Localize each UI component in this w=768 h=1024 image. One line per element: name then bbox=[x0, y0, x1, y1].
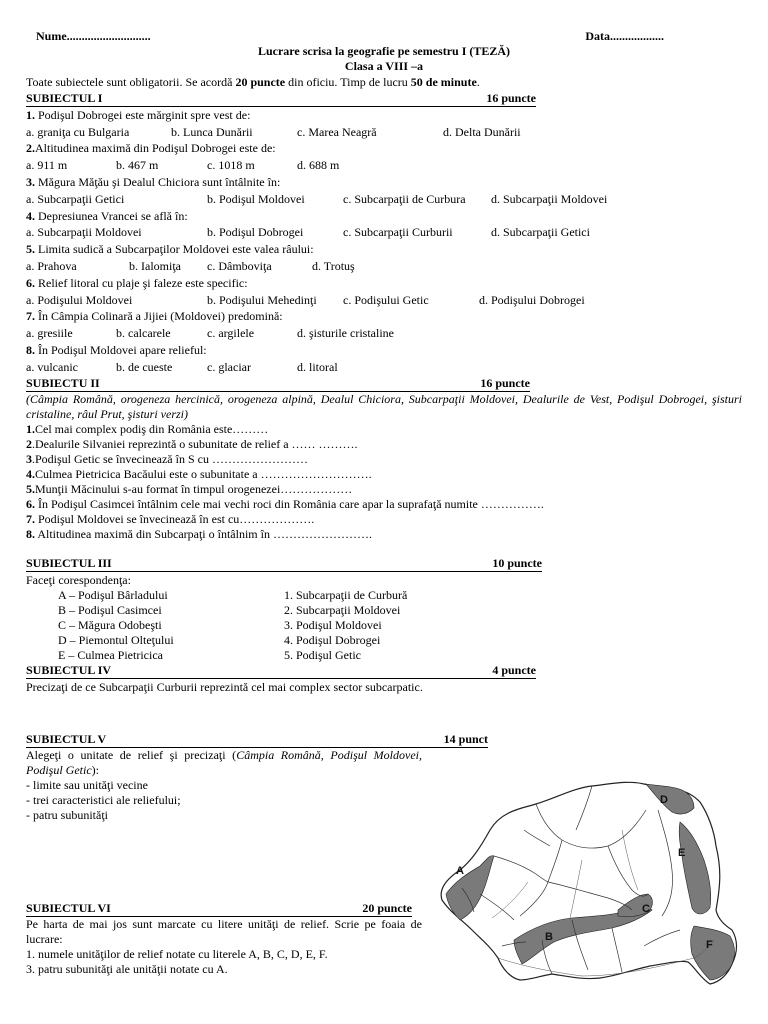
section-2-items bbox=[26, 422, 742, 542]
answer-option[interactable]: b. Lunca Dunării bbox=[171, 124, 253, 139]
map-label-c: C bbox=[642, 903, 650, 915]
answer-option[interactable]: d. Delta Dunării bbox=[443, 124, 521, 139]
answer-option[interactable]: b. 467 m bbox=[116, 158, 159, 173]
test-title: Lucrare scrisa la geografie pe semestru I (TEZĂ) bbox=[257, 44, 511, 58]
answer-option[interactable]: d. Subcarpaţii Getici bbox=[491, 225, 590, 240]
question-5: 5. Limita sudică a Subcarpaţilor Moldovei este valea râului: bbox=[26, 242, 314, 257]
section-4-question: Precizaţi de ce Subcarpaţii Curburii reprezintă cel mai complex sector subcarpatic. bbox=[26, 680, 423, 695]
question-6-options bbox=[26, 292, 742, 309]
answer-option[interactable]: b. de cueste bbox=[116, 359, 173, 374]
answer-option[interactable]: a. Podişului Moldovei bbox=[26, 292, 133, 307]
matching-right-column bbox=[284, 588, 584, 663]
answer-option[interactable]: d. şisturile cristaline bbox=[297, 326, 394, 341]
answer-option[interactable]: c. glaciar bbox=[207, 359, 251, 374]
task-item: 1. numele unităţilor de relief notate cu literele A, B, C, D, E, F. bbox=[26, 947, 328, 962]
match-right-item: 5. Podişul Getic bbox=[284, 648, 361, 663]
section-1-heading: SUBIECTUL I 16 puncte bbox=[26, 90, 536, 105]
answer-option[interactable]: a. 911 m bbox=[26, 158, 68, 173]
match-left-item: E – Culmea Pietricica bbox=[58, 648, 163, 663]
match-left-item: D – Piemontul Olteţului bbox=[58, 633, 174, 648]
answer-option[interactable]: c. Marea Neagră bbox=[297, 124, 377, 139]
question-2: 2.Altitudinea maximă din Podişul Dobrogei este de: bbox=[26, 141, 276, 156]
fill-in-item-5: 5.Munţii Măcinului s-au format în timpul orogenezei……………… bbox=[26, 481, 353, 496]
match-right-item: 3. Podişul Moldovei bbox=[284, 618, 382, 633]
answer-option[interactable]: c. 1018 m bbox=[207, 158, 255, 173]
question-5-options bbox=[26, 258, 742, 275]
match-left-item: A – Podişul Bârladului bbox=[58, 588, 168, 603]
romania-relief-map bbox=[432, 770, 750, 992]
requirement-item: - trei caracteristici ale reliefului; bbox=[26, 793, 181, 808]
question-1-options bbox=[26, 124, 742, 141]
answer-option[interactable]: d. Trotuş bbox=[312, 258, 355, 273]
section-1-questions bbox=[26, 107, 742, 376]
matching-table bbox=[26, 588, 742, 663]
answer-option[interactable]: d. 688 m bbox=[297, 158, 340, 173]
answer-option[interactable]: c. Dâmboviţa bbox=[207, 258, 272, 273]
answer-option[interactable]: d. litoral bbox=[297, 359, 338, 374]
matching-left-column bbox=[26, 588, 284, 663]
fill-in-item-6: 6. În Podişul Casimcei întâlnim cele mai vechi roci din România care apar la suprafaţă numite ……………. bbox=[26, 496, 544, 511]
answer-option[interactable]: b. Podişului Mehedinţi bbox=[207, 292, 317, 307]
map-label-f: F bbox=[706, 939, 713, 951]
fill-in-item-1: 1.Cel mai complex podiş din România este……… bbox=[26, 421, 269, 436]
question-3-options bbox=[26, 191, 742, 208]
answer-option[interactable]: c. Podişului Getic bbox=[343, 292, 429, 307]
date-field[interactable]: Data.................. bbox=[585, 29, 664, 43]
answer-option[interactable]: b. Ialomiţa bbox=[129, 258, 181, 273]
question-6: 6. Relief litoral cu plaje şi faleze este specific: bbox=[26, 275, 248, 290]
section-2-word-bank: (Câmpia Română, orogeneza hercinică, orogeneza alpină, Dealul Chiciora, Subcarpaţii Moldovei, Dealurile de Vest, Podişul Dobrogei, şisturi cristaline, râul Prut, şisturi verzi) bbox=[26, 391, 742, 421]
answer-option[interactable]: c. Subcarpaţii de Curbura bbox=[343, 191, 466, 206]
answer-option[interactable]: a. vulcanic bbox=[26, 359, 78, 374]
match-left-item: C – Măgura Odobeşti bbox=[58, 618, 162, 633]
fill-in-item-7: 7. Podişul Moldovei se învecinează în est cu………………. bbox=[26, 511, 315, 526]
answer-option[interactable]: d. Subcarpaţii Moldovei bbox=[491, 191, 608, 206]
question-1: 1. Podişul Dobrogei este mărginit spre vest de: bbox=[26, 107, 251, 122]
match-right-item: 1. Subcarpaţii de Curbură bbox=[284, 588, 408, 603]
answer-option[interactable]: b. Podişul Dobrogei bbox=[207, 225, 304, 240]
header-row bbox=[26, 28, 742, 44]
match-right-item: 4. Podişul Dobrogei bbox=[284, 633, 381, 648]
answer-option[interactable]: a. graniţa cu Bulgaria bbox=[26, 124, 130, 139]
map-label-a: A bbox=[456, 865, 464, 877]
answer-option[interactable]: d. Podişului Dobrogei bbox=[479, 292, 585, 307]
task-item: 3. patru subunităţi ale unităţii notate cu A. bbox=[26, 962, 228, 977]
section-4-heading: SUBIECTUL IV 4 puncte bbox=[26, 663, 536, 678]
student-name-field[interactable]: Nume............................ bbox=[36, 29, 151, 43]
answer-option[interactable]: a. Prahova bbox=[26, 258, 77, 273]
answer-option[interactable]: a. gresiile bbox=[26, 326, 73, 341]
question-3: 3. Măgura Măţău şi Dealul Chiciora sunt întâlnite în: bbox=[26, 174, 281, 189]
section-3-heading: SUBIECTUL III 10 puncte bbox=[26, 555, 542, 570]
question-7-options bbox=[26, 325, 742, 342]
fill-in-item-4: 4.Culmea Pietricica Bacăului este o subunitate a ………………………. bbox=[26, 466, 372, 481]
map-label-b: B bbox=[545, 931, 553, 943]
section-6-heading: SUBIECTUL VI 20 puncte bbox=[26, 901, 412, 916]
question-4: 4. Depresiunea Vrancei se află în: bbox=[26, 208, 188, 223]
match-right-item: 2. Subcarpaţii Moldovei bbox=[284, 603, 401, 618]
answer-option[interactable]: c. Subcarpaţii Curburii bbox=[343, 225, 453, 240]
section-3-intro: Faceţi corespondenţa: bbox=[26, 572, 131, 587]
fill-in-item-2: 2.Dealurile Silvaniei reprezintă o subunitate de relief a …… ………. bbox=[26, 436, 358, 451]
answer-option[interactable]: b. Podişul Moldovei bbox=[207, 191, 305, 206]
fill-in-item-3: 3.Podişul Getic se învecinează în S cu …………………… bbox=[26, 451, 308, 466]
requirement-item: - patru subunităţi bbox=[26, 808, 108, 823]
question-2-options bbox=[26, 157, 742, 174]
answer-option[interactable]: a. Subcarpaţii Getici bbox=[26, 191, 125, 206]
section-2-heading: SUBIECTU II 16 puncte bbox=[26, 375, 530, 390]
map-label-d: D bbox=[660, 794, 668, 806]
class-label: Clasa a VIII –a bbox=[344, 59, 424, 73]
question-8: 8. În Podişul Moldovei apare relieful: bbox=[26, 342, 207, 357]
match-left-item: B – Podişul Casimcei bbox=[58, 603, 162, 618]
answer-option[interactable]: c. argilele bbox=[207, 326, 255, 341]
instructions: Toate subiectele sunt obligatorii. Se acordă 20 puncte din oficiu. Timp de lucru 50 de minute. bbox=[26, 75, 480, 89]
answer-option[interactable]: b. calcarele bbox=[116, 326, 171, 341]
answer-option[interactable]: a. Subcarpaţii Moldovei bbox=[26, 225, 142, 240]
section-6-question: Pe harta de mai jos sunt marcate cu litere unităţi de relief. Scrie pe foaia de lucrare: bbox=[26, 917, 422, 947]
question-4-options bbox=[26, 224, 742, 241]
map-label-e: E bbox=[678, 847, 686, 859]
fill-in-item-8: 8. Altitudinea maximă din Subcarpaţi o întâlnim în ……………………. bbox=[26, 526, 372, 541]
question-8-options bbox=[26, 359, 742, 376]
section-5-heading: SUBIECTUL V 14 punct bbox=[26, 732, 488, 747]
section-5-question: Alegeţi o unitate de relief şi precizaţi (Câmpia Română, Podişul Moldovei, Podişul Getic): bbox=[26, 748, 422, 778]
requirement-item: - limite sau unităţi vecine bbox=[26, 778, 148, 793]
question-7: 7. În Câmpia Colinară a Jijiei (Moldovei) predomină: bbox=[26, 309, 283, 324]
